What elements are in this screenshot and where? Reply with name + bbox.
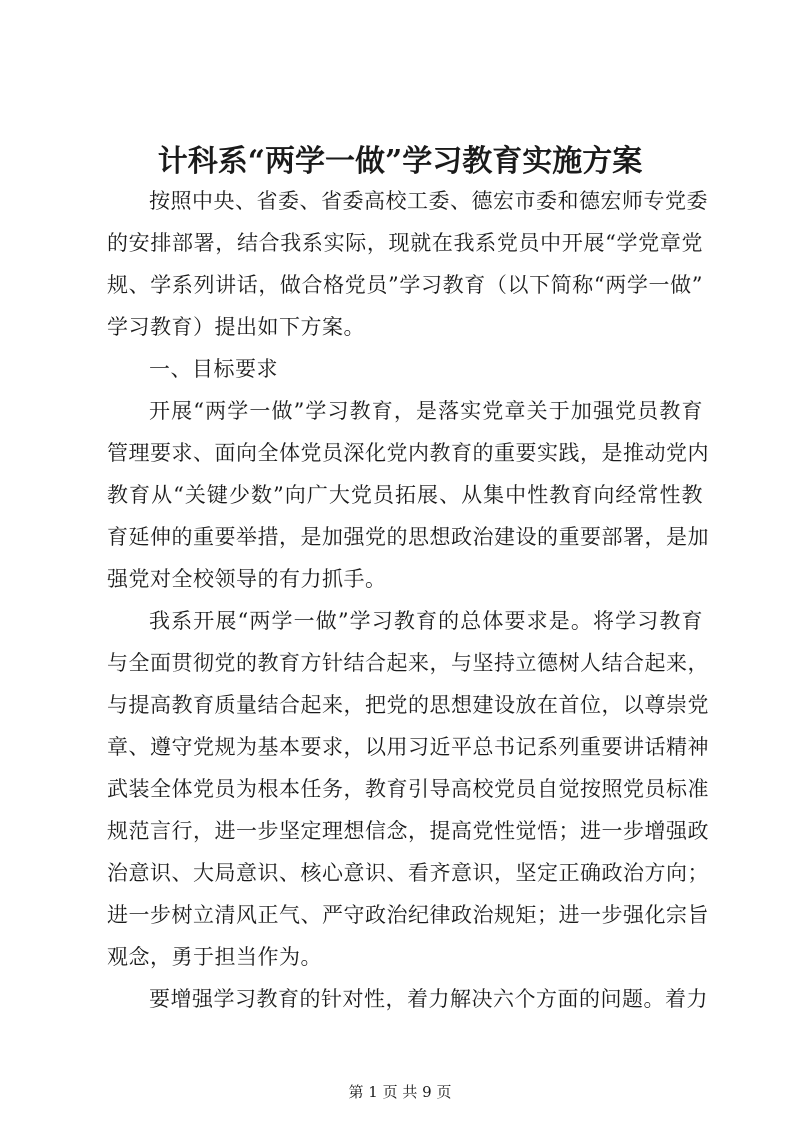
body-line-16: 规范言行，进一步坚定理想信念，提高党性觉悟；进一步增强政 — [107, 819, 709, 843]
body-line-9: 育延伸的重要举措，是加强党的思想政治建设的重要部署，是加 — [107, 525, 709, 549]
body-line-19: 观念，勇于担当作为。 — [107, 945, 322, 969]
document-title: 计科系“两学一做”学习教育实施方案 — [157, 144, 643, 179]
body-line-14: 章、遵守党规为基本要求，以用习近平总书记系列重要讲话精神 — [107, 735, 709, 759]
body-line-11: 我系开展“两学一做”学习教育的总体要求是。将学习教育 — [149, 609, 703, 633]
body-line-13: 与提高教育质量结合起来，把党的思想建设放在首位，以尊崇党 — [107, 693, 709, 717]
body-line-6: 开展“两学一做”学习教育，是落实党章关于加强党员教育 — [149, 399, 703, 423]
body-line-2: 的安排部署，结合我系实际，现就在我系党员中开展“学党章党 — [107, 231, 703, 255]
body-line-7: 管理要求、面向全体党员深化党内教育的重要实践，是推动党内 — [107, 441, 709, 465]
body-line-10: 强党对全校领导的有力抓手。 — [107, 567, 387, 591]
body-line-8: 教育从“关键少数”向广大党员拓展、从集中性教育向经常性教 — [107, 483, 703, 507]
body-line-20: 要增强学习教育的针对性，着力解决六个方面的问题。着力 — [149, 987, 708, 1011]
body-line-18: 进一步树立清风正气、严守政治纪律政治规矩；进一步强化宗旨 — [107, 903, 709, 927]
page-number-footer: 第 1 页 共 9 页 — [348, 1083, 452, 1101]
body-line-1: 按照中央、省委、省委高校工委、德宏市委和德宏师专党委 — [149, 189, 708, 213]
body-line-12: 与全面贯彻党的教育方针结合起来，与坚持立德树人结合起来， — [107, 651, 709, 675]
body-line-15: 武装全体党员为根本任务，教育引导高校党员自觉按照党员标准 — [107, 777, 709, 801]
body-line-3: 规、学系列讲话，做合格党员”学习教育（以下简称“两学一做” — [107, 273, 703, 297]
section-heading-1: 一、目标要求 — [149, 357, 278, 381]
body-line-17: 治意识、大局意识、核心意识、看齐意识，坚定正确政治方向； — [107, 861, 709, 885]
body-line-4: 学习教育）提出如下方案。 — [107, 315, 365, 339]
